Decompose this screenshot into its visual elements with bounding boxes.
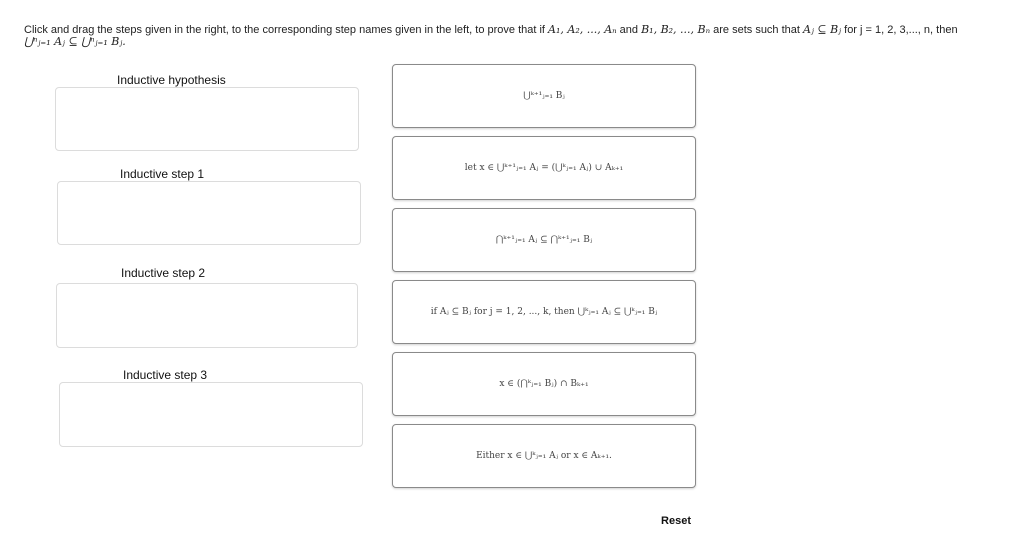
instructions-text-3: for j = 1, 2, 3,..., n, then bbox=[841, 24, 958, 36]
step-card[interactable] bbox=[392, 424, 696, 488]
step-text: let x ∈ ⋃ᵏ⁺¹ⱼ₌₁ Aⱼ = (⋃ᵏⱼ₌₁ Aⱼ) ∪ Aₖ₊₁ bbox=[464, 163, 624, 173]
step-text: ⋂ᵏ⁺¹ⱼ₌₁ Aⱼ ⊆ ⋂ᵏ⁺¹ⱼ₌₁ Bⱼ bbox=[495, 235, 593, 245]
drop-zone-inductive-hypothesis[interactable] bbox=[55, 87, 359, 151]
target-label-inductive-step-2: Inductive step 2 bbox=[121, 266, 206, 280]
step-text: ⋃ᵏ⁺¹ⱼ₌₁ Bⱼ bbox=[523, 91, 565, 101]
target-label-inductive-hypothesis: Inductive hypothesis bbox=[117, 73, 226, 87]
instructions bbox=[24, 24, 1004, 48]
instructions-text-1: Click and drag the steps given in the right, to the corresponding step names given in the left, to prove that if bbox=[24, 24, 549, 36]
sets-b: B₁, B₂, ..., Bₙ bbox=[641, 23, 711, 36]
step-card[interactable] bbox=[392, 136, 696, 200]
target-label-inductive-step-1: Inductive step 1 bbox=[120, 167, 205, 181]
step-card[interactable] bbox=[392, 352, 696, 416]
step-text: x ∈ (⋂ᵏⱼ₌₁ Bⱼ) ∩ Bₖ₊₁ bbox=[499, 379, 589, 389]
instructions-conclusion: ⋃ⁿⱼ₌₁ Aⱼ ⊆ ⋃ⁿⱼ₌₁ Bⱼ. bbox=[24, 35, 126, 48]
step-card[interactable] bbox=[392, 64, 696, 128]
drop-zone-inductive-step-1[interactable] bbox=[57, 181, 361, 245]
step-card[interactable] bbox=[392, 280, 696, 344]
target-label-inductive-step-3: Inductive step 3 bbox=[123, 368, 208, 382]
reset-button[interactable]: Reset bbox=[650, 510, 702, 532]
drop-zone-inductive-step-3[interactable] bbox=[59, 382, 363, 447]
instructions-line-1 bbox=[24, 24, 1004, 36]
instructions-text-and: and bbox=[616, 24, 642, 36]
step-card[interactable] bbox=[392, 208, 696, 272]
sets-a: A₁, A₂, ..., Aₙ bbox=[548, 23, 617, 36]
instructions-text-2: are sets such that bbox=[710, 24, 804, 36]
drop-zone-inductive-step-2[interactable] bbox=[56, 283, 358, 348]
step-text: Either x ∈ ⋃ᵏⱼ₌₁ Aⱼ or x ∈ Aₖ₊₁. bbox=[476, 451, 612, 461]
subset-condition: Aⱼ ⊆ Bⱼ bbox=[803, 23, 842, 36]
step-text: if Aⱼ ⊆ Bⱼ for j = 1, 2, ..., k, then ⋃ᵏⱼ₌₁ Aⱼ ⊆ ⋃ᵏⱼ₌₁ Bⱼ bbox=[430, 307, 658, 317]
